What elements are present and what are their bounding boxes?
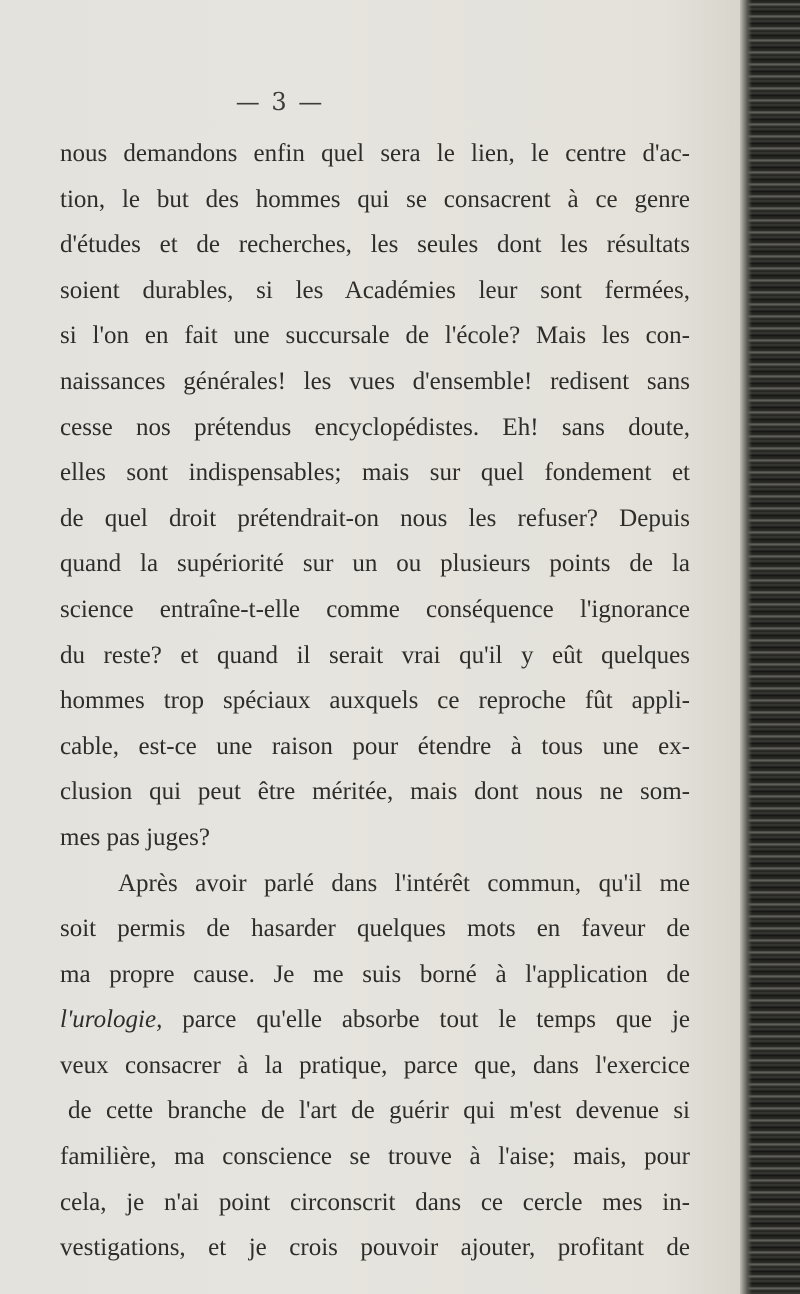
text-line: science entraîne-t-elle comme conséquence l'ignorance [60,595,690,623]
text-line: elles sont indispensables; mais sur quel fondement et [60,459,690,487]
text-line: cesse nos prétendus encyclopédistes. Eh! sans doute, [60,413,690,441]
text-line: de cette branche de l'art de guérir qui m'est devenue si [68,1097,690,1125]
text-line: cela, je n'ai point circonscrit dans ce cercle mes in- [60,1188,690,1216]
text-line: soient durables, si les Académies leur sont fermées, [60,276,690,304]
text-line: hommes trop spéciaux auxquels ce reproche fût appli- [60,687,690,715]
text-line: naissances générales! les vues d'ensemble! redisent sans [60,367,690,395]
text-line: nous demandons enfin quel sera le lien, le centre d'ac- [60,140,690,167]
text-line: mes pas juges? [60,823,210,851]
text-line: tion, le but des hommes qui se consacrent à ce genre [60,185,690,213]
text-line: du reste? et quand il serait vrai qu'il y eût quelques [60,641,690,669]
text-line: quand la supériorité sur un ou plusieurs points de la [60,550,690,578]
text-line: d'études et de recherches, les seules dont les résultats [60,231,690,259]
text-line: de quel droit prétendrait-on nous les refuser? Depuis [60,504,690,532]
text-line: vestigations, et je crois pouvoir ajouter, profitant de [60,1234,690,1262]
text-line: soit permis de hasarder quelques mots en faveur de [60,915,690,943]
text-line: veux consacrer à la pratique, parce que, dans l'exercice [60,1051,690,1079]
text-line: familière, ma conscience se trouve à l'aise; mais, pour [60,1143,690,1171]
book-binding-edge [740,0,800,1294]
body-text [60,131,690,1271]
text-line-with-emphasis [60,997,690,1043]
text-line: si l'on en fait une succursale de l'école? Mais les con- [60,322,690,350]
page-number: — 3 — [235,88,325,116]
text-line-rest: parce qu'elle absorbe tout le temps que je [182,1006,690,1034]
paragraph-start-line: Après avoir parlé dans l'intérêt commun, qu'il me [118,869,690,897]
text-line: cable, est-ce une raison pour étendre à tous une ex- [60,732,690,760]
text-line: ma propre cause. Je me suis borné à l'application de [60,960,690,988]
text-line: clusion qui peut être méritée, mais dont nous ne som- [60,778,690,806]
emphasis-word: l'urologie, [60,1006,163,1034]
